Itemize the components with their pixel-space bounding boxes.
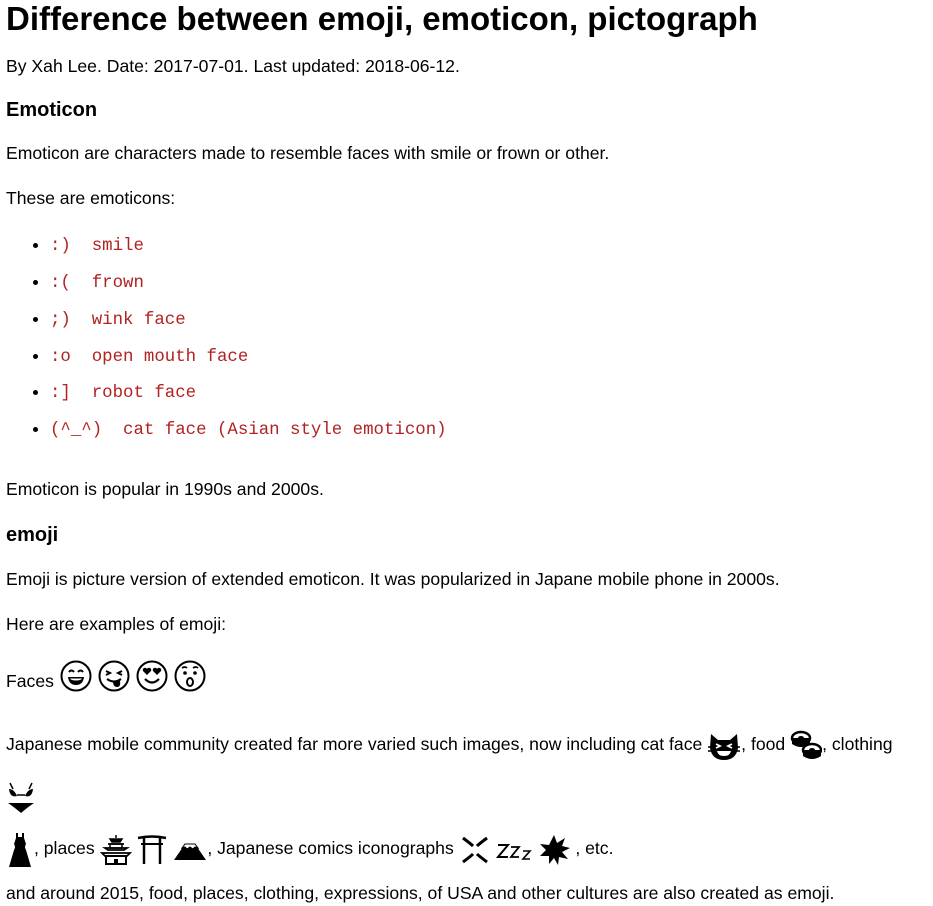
japanese-emoji-paragraph xyxy=(6,718,927,874)
list-item xyxy=(50,379,927,416)
list-item xyxy=(50,306,927,343)
closing-paragraph: and around 2015, food, places, clothing, expressions, of USA and other cultures are also created as emoji. xyxy=(6,883,835,904)
emoticon-code: ;) wink face xyxy=(50,310,186,330)
emoticon-popularity: Emoticon is popular in 1990s and 2000s. xyxy=(6,479,324,500)
bikini-icon xyxy=(6,781,36,815)
emoji-heading: emoji xyxy=(6,523,59,546)
list-item xyxy=(50,343,927,380)
list-item xyxy=(50,269,927,306)
jp-text: , places xyxy=(34,838,95,859)
emoticon-code: :( frown xyxy=(50,274,144,294)
jp-text: , food xyxy=(741,734,786,755)
collision-icon xyxy=(538,834,570,866)
emoticon-code: :] robot face xyxy=(50,384,197,404)
list-item xyxy=(50,232,927,269)
surprised-face-icon xyxy=(174,660,206,692)
sushi-icon xyxy=(790,729,822,763)
emoticon-list-intro: These are emoticons: xyxy=(6,187,176,208)
page-title: Difference between emoji, emoticon, pictograph xyxy=(6,0,758,37)
grinning-face-icon xyxy=(60,660,92,692)
emoticon-code: :o open mouth face xyxy=(50,347,249,367)
emoji-intro: Emoji is picture version of extended emoticon. It was popularized in Japane mobile phone in 2000s. xyxy=(6,568,780,589)
faces-row xyxy=(6,656,927,696)
emoji-examples-intro: Here are examples of emoji: xyxy=(6,613,227,634)
jp-text: , clothing xyxy=(822,734,893,755)
emoticon-code: (^_^) cat face (Asian style emoticon) xyxy=(50,421,447,441)
dress-icon xyxy=(6,832,34,868)
cat-face-icon xyxy=(707,730,741,762)
emoticon-list xyxy=(6,232,927,453)
byline: By Xah Lee. Date: 2017-07-01. Last updated: 2018-06-12. xyxy=(6,56,460,76)
emoticon-code: :) smile xyxy=(50,237,144,257)
tongue-face-icon xyxy=(98,660,130,692)
sleeping-zzz-icon xyxy=(496,837,534,863)
list-item xyxy=(50,416,927,453)
emoticon-heading: Emoticon xyxy=(6,98,98,121)
shrine-gate-icon xyxy=(136,834,168,866)
jp-text: , Japanese comics iconographs xyxy=(207,838,454,859)
mountain-icon xyxy=(173,838,207,862)
emoticon-intro: Emoticon are characters made to resemble faces with smile or frown or other. xyxy=(6,142,610,163)
heart-eyes-face-icon xyxy=(136,660,168,692)
japanese-castle-icon xyxy=(100,834,132,866)
anger-symbol-icon xyxy=(459,834,491,866)
jp-text: Japanese mobile community created far more varied such images, now including cat face xyxy=(6,734,703,755)
jp-text: , etc. xyxy=(575,838,614,859)
faces-label: Faces xyxy=(6,671,54,692)
